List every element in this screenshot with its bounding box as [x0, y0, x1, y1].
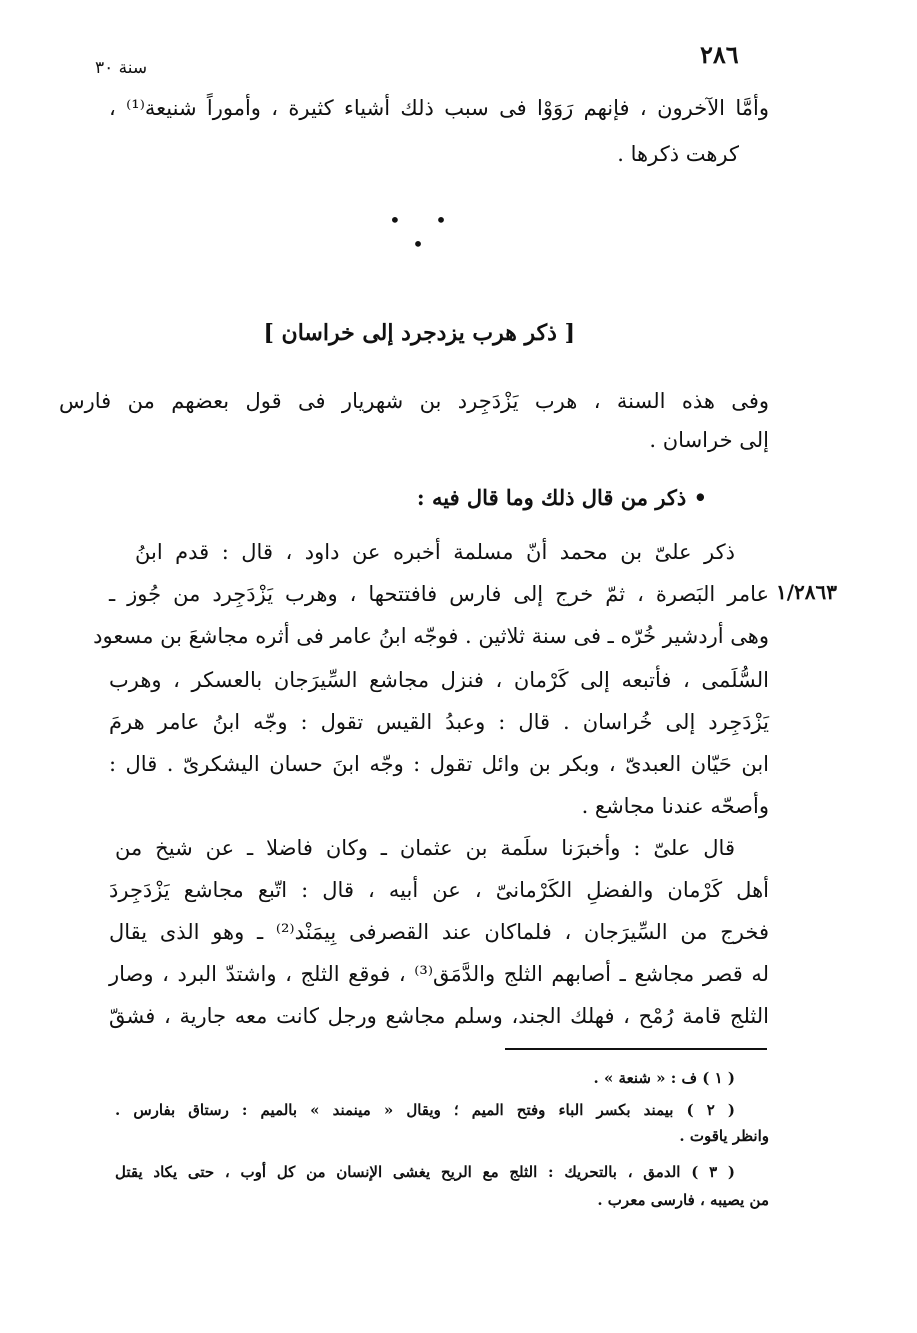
- body-line: وأصحّه عندنا مجاشع .: [581, 794, 769, 818]
- body-line: فخرج من السِّيرَجان ، فلماكان عند القصرفى بِيمَنْد⁽²⁾ ـ وهو الذى يقال: [109, 920, 769, 944]
- bullet-heading: • ذكر من قال ذلك وما قال فيه :: [416, 485, 707, 510]
- section-separator: • • •: [389, 208, 461, 256]
- body-line: ذكر علىّ بن محمد أنّ مسلمة أخبره عن داود ، قال : قدم ابنُ: [135, 540, 735, 564]
- footnote-3-line-1: ( ٣ ) الدمق ، بالتحريك : الثلج مع الريح يغشى الإنسان من كل أوب ، حتى يكاد يقتل: [115, 1163, 735, 1181]
- body-line: وهى أردشير خُرّه ـ فى سنة ثلاثين . فوجّه ابنُ عامر فى أثره مجاشعَ بن مسعود: [93, 624, 769, 648]
- body-line: له قصر مجاشع ـ أصابهم الثلج والدَّمَق⁽³⁾ ، فوقع الثلج ، واشتدّ البرد ، وصار: [109, 962, 769, 986]
- page-number: ٢٨٦: [700, 40, 739, 69]
- footnote-2-line-1: ( ٢ ) بيمند بكسر الباء وفتح الميم ؛ ويقال « مينمند » بالميم : رستاق بفارس .: [115, 1101, 735, 1119]
- footnote-3-line-2: من يصيبه ، فارسى معرب .: [597, 1191, 769, 1209]
- year-label: سنة ٣٠: [95, 58, 148, 78]
- body-line: الثلج قامة رُمْح ، فهلك الجند، وسلم مجاشع ورجل كانت معه جارية ، فشقّ: [109, 1004, 769, 1028]
- body-line: ابن حَيّان العبدىّ ، وبكر بن وائل تقول : وجّه ابنَ حسان اليشكرىّ . قال :: [109, 752, 769, 776]
- footnote-1: ( ١ ) ف : « شنعة » .: [593, 1069, 735, 1087]
- footnote-divider: [505, 1048, 767, 1050]
- intro-line-2: كرهت ذكرها .: [617, 142, 739, 166]
- section-para-line-2: إلى خراسان .: [649, 428, 769, 452]
- margin-page-reference: ١/٢٨٦٣: [776, 580, 838, 604]
- body-line: أهل كَرْمان والفضلِ الكَرْمانىّ ، عن أبيه ، قال : اتّبع مجاشع يَزْدَجِردَ: [109, 878, 769, 902]
- footnote-2-line-2: وانظر ياقوت .: [679, 1127, 769, 1145]
- body-line: يَزْدَجِرد إلى خُراسان . قال : وعبدُ القيس تقول : وجّه ابنُ عامر هرمَ: [109, 710, 769, 734]
- intro-line-1: وأمَّا الآخرون ، فإنهم رَوَوْا فى سبب ذلك أشياء كثيرة ، وأموراً شنيعة⁽¹⁾ ،: [109, 96, 769, 120]
- section-para-line-1: وفى هذه السنة ، هرب يَزْدَجِرد بن شهريار فى قول بعضهم من فارس: [59, 389, 769, 413]
- body-line: قال علىّ : وأخبرَنا سلَمة بن عثمان ـ وكان فاضلا ـ عن شيخ من: [115, 836, 735, 860]
- section-title: [ ذكر هرب يزدجرد إلى خراسان ]: [263, 320, 575, 346]
- body-line: السُّلَمى ، فأتبعه إلى كَرْمان ، فنزل مجاشع السِّيرَجان بالعسكر ، وهرب: [109, 668, 769, 692]
- body-line: عامر البَصرة ، ثمّ خرج إلى فارس فافتتحها ، وهرب يَزْدَجِرد من جُوز ـ: [109, 582, 769, 606]
